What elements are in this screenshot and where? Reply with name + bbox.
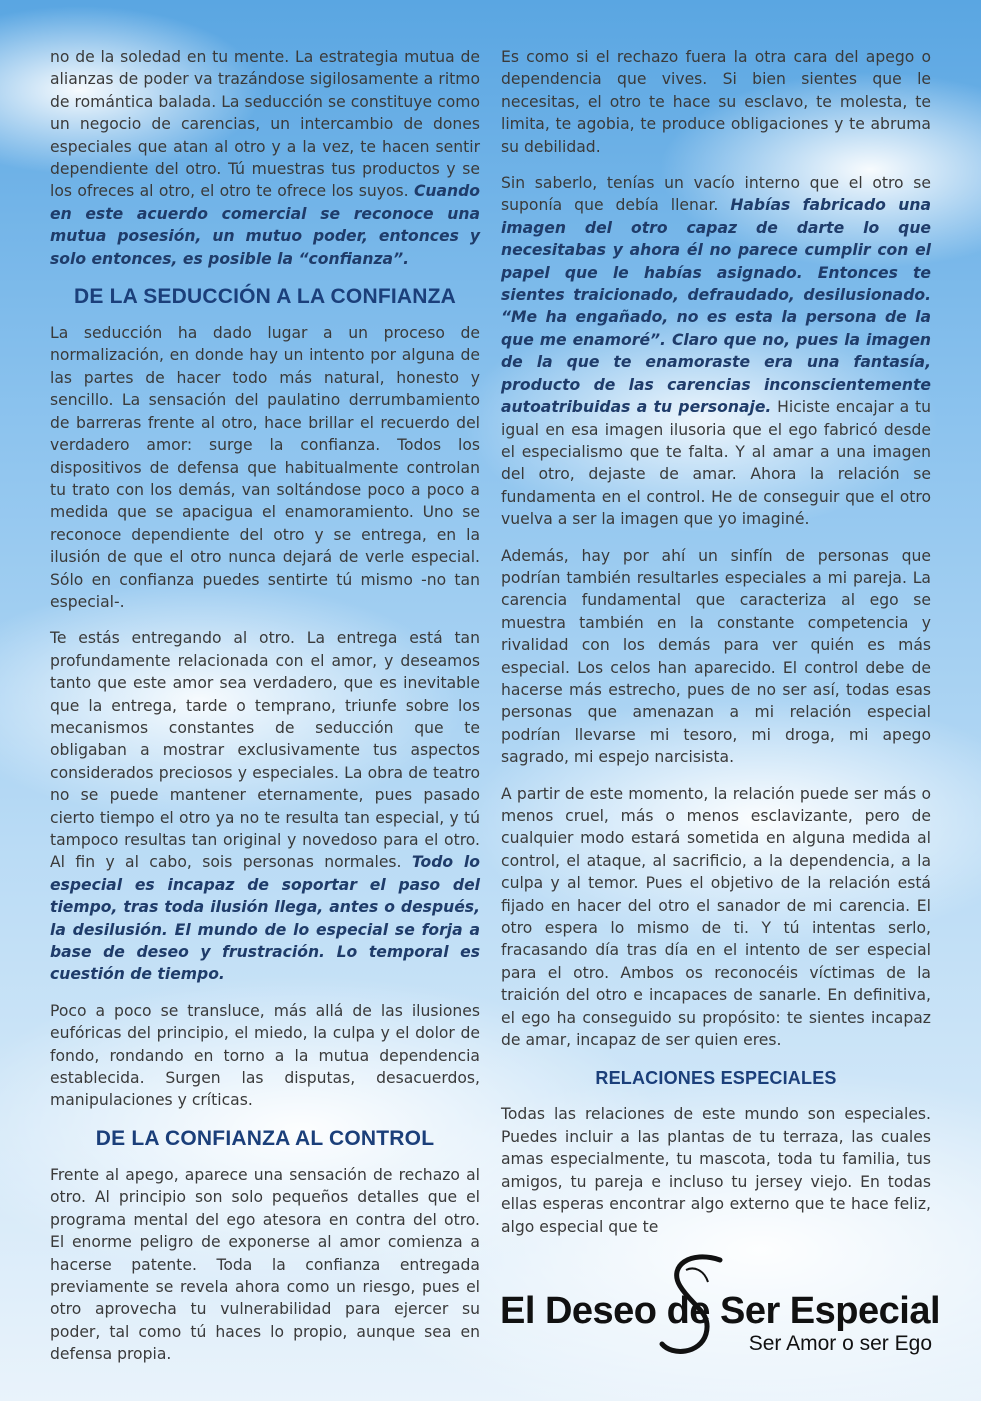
section-heading-control: DE LA CONFIANZA AL CONTROL bbox=[95, 1126, 435, 1150]
emphasis-text: Habías fabricado una imagen del otro capaz de darte lo que necesitabas y ahora él no parece cumplir con el papel que le habías asignado. Entonces te sientes traicionado, defraudado, desilusionado. “Me ha engañado, no es esta la persona de la que me enamoré”. Claro que no, pues la imagen de la que te enamoraste era una fantasía, producto de las carencias inconscientemente autoatribuidas a tu personaje. bbox=[501, 196, 931, 417]
paragraph-text: Sin saberlo, tenías un vacío interno que el otro se suponía que debía llenar. bbox=[501, 174, 931, 215]
paragraph: Es como si el rechazo fuera la otra cara del apego o dependencia que vives. Si bien sientes que le necesitas, el otro te hace su esclavo, te molesta, te limita, te agobia, te produce obligaciones y te abruma su debilidad. bbox=[501, 48, 931, 156]
paragraph-text: Hiciste encajar a tu igual en esa imagen ilusoria que el ego fabricó desde el especialismo que te falta. Y al amar a una imagen del otro, dejaste de amar. Ahora la relación se fundamenta en el control. He de conseguir que el otro vuelva a ser la imagen que yo imaginé. bbox=[501, 398, 931, 529]
emphasis-text: Cuando en este acuerdo comercial se reconoce una mutua posesión, un mutuo poder, entonces y solo entonces, es posible la “confianza”. bbox=[50, 182, 480, 268]
emphasis-text: Todo lo especial es incapaz de soportar el paso del tiempo, tras toda ilusión llega, antes o después, la desilusión. El mundo de lo especial se forja a base de deseo y frustración. Lo temporal es cuestión de tiempo. bbox=[50, 853, 480, 984]
section-heading-seduccion: DE LA SEDUCCIÓN A LA CONFIANZA bbox=[73, 285, 457, 309]
paragraph-text: no de la soledad en tu mente. La estrategia mutua de alianzas de poder va trazándose sigilosamente a ritmo de romántica balada. La seducción se constituye como un negocio de carencias, un intercambio de dones especiales que atan al otro y a la vez, te hacen sentir dependiente del otro. Tú muestras tus productos y se los ofreces al otro, el otro te ofrece los suyos. bbox=[50, 48, 480, 201]
logo-title-part: Ser Especial bbox=[719, 1290, 941, 1332]
logo-title bbox=[500, 1290, 940, 1333]
right-column bbox=[501, 46, 931, 1252]
paragraph bbox=[50, 46, 480, 270]
paragraph: Poco a poco se transluce, más allá de las ilusiones eufóricas del principio, el miedo, la culpa y el dolor de fondo, rondando en torno a la mutua dependencia establecida. Surgen las disputas, desacuerdos, manipulaciones y críticas. bbox=[50, 1001, 480, 1110]
section-heading-relaciones: RELACIONES ESPECIALES bbox=[595, 1068, 837, 1089]
book-logo bbox=[500, 1252, 940, 1362]
paragraph bbox=[501, 172, 931, 531]
paragraph: A partir de este momento, la relación puede ser más o menos cruel, más o menos esclavizante, pero de cualquier modo estará sometida en alguna medida al control, el ataque, al sacrificio, a la dependencia, a la culpa y al temor. Pues el objetivo de la relación está fijado en hacer del otro el sanador de mi carencia. El otro espera lo mismo de ti. Y tú intentas serlo, fracasando día tras día en el intento de ser especial para el otro. Ambos os reconocéis víctimas de la traición del otro e incapaces de sanarle. En definitiva, el ego ha conseguido su propósito: te sientes incapaz de amar, incapaz de ser quien eres. bbox=[501, 784, 931, 1050]
paragraph: Además, hay por ahí un sinfín de personas que podrían también resultarles especiales a mi pareja. La carencia fundamental que caracteriza al ego se muestra también en la constante competencia y rivalidad con los demás para ver quién es más especial. Los celos han aparecido. El control debe de hacerse más estrecho, pues de no ser así, todas esas personas que amenazan a mi relación especial podrían llevarse mi tesoro, mi droga, mi apego sagrado, mi espejo narcisista. bbox=[501, 546, 931, 767]
logo-subtitle: Ser Amor o ser Ego bbox=[748, 1332, 932, 1355]
left-column bbox=[50, 46, 480, 1380]
paragraph bbox=[50, 627, 480, 986]
logo-title-part: El Deseo de bbox=[500, 1290, 710, 1332]
paragraph: Frente al apego, aparece una sensación de rechazo al otro. Al principio son solo pequeños detalles que el programa mental del ego atesora en contra del otro. El enorme peligro de exponerse al amor comienza a hacerse patente. Toda la confianza entregada previamente se revela ahora como un riesgo, pues el otro aprovecha tu vulnerabilidad para ejercer su poder, tal como tú haces lo propio, aunque sea en defensa propia. bbox=[50, 1165, 480, 1364]
paragraph: La seducción ha dado lugar a un proceso de normalización, en donde hay un intento por alguna de las partes de hacer todo más natural, honesto y sencillo. La sensación del paulatino derrumbamiento de barreras frente al otro, hace brillar el recuerdo del verdadero amor: surge la confianza. Todos los dispositivos de defensa que habitualmente controlan tu trato con los demás, van soltándose poco a poco a medida que se apacigua el enamoramiento. Uno se reconoce dependiente del otro y se entrega, en la ilusión de que el otro nunca dejará de verle especial. Sólo en confianza puedes sentirte tú mismo -no tan especial-. bbox=[50, 324, 480, 611]
paragraph: Todas las relaciones de este mundo son especiales. Puedes incluir a las plantas de tu terraza, las cuales amas especialmente, tu mascota, toda tu familia, tus amigos, tu pareja e incluso tu jersey viejo. En todas ellas esperas encontrar algo externo que te hace feliz, algo especial que te bbox=[501, 1105, 931, 1236]
paragraph-text: Te estás entregando al otro. La entrega está tan profundamente relacionada con el amor, y deseamos tanto que este amor sea verdadero, que es inevitable que la entrega, tarde o temprano, triunfe sobre los mecanismos constantes de seducción que te obligaban a mostrar exclusivamente tus aspectos considerados preciosos y especiales. La obra de teatro no se puede mantener eternamente, pues pasado cierto tiempo el otro ya no te resulta tan especial, y tú tampoco resultas tan original y novedoso para el otro. Al fin y al cabo, sois personas normales. bbox=[50, 629, 480, 872]
